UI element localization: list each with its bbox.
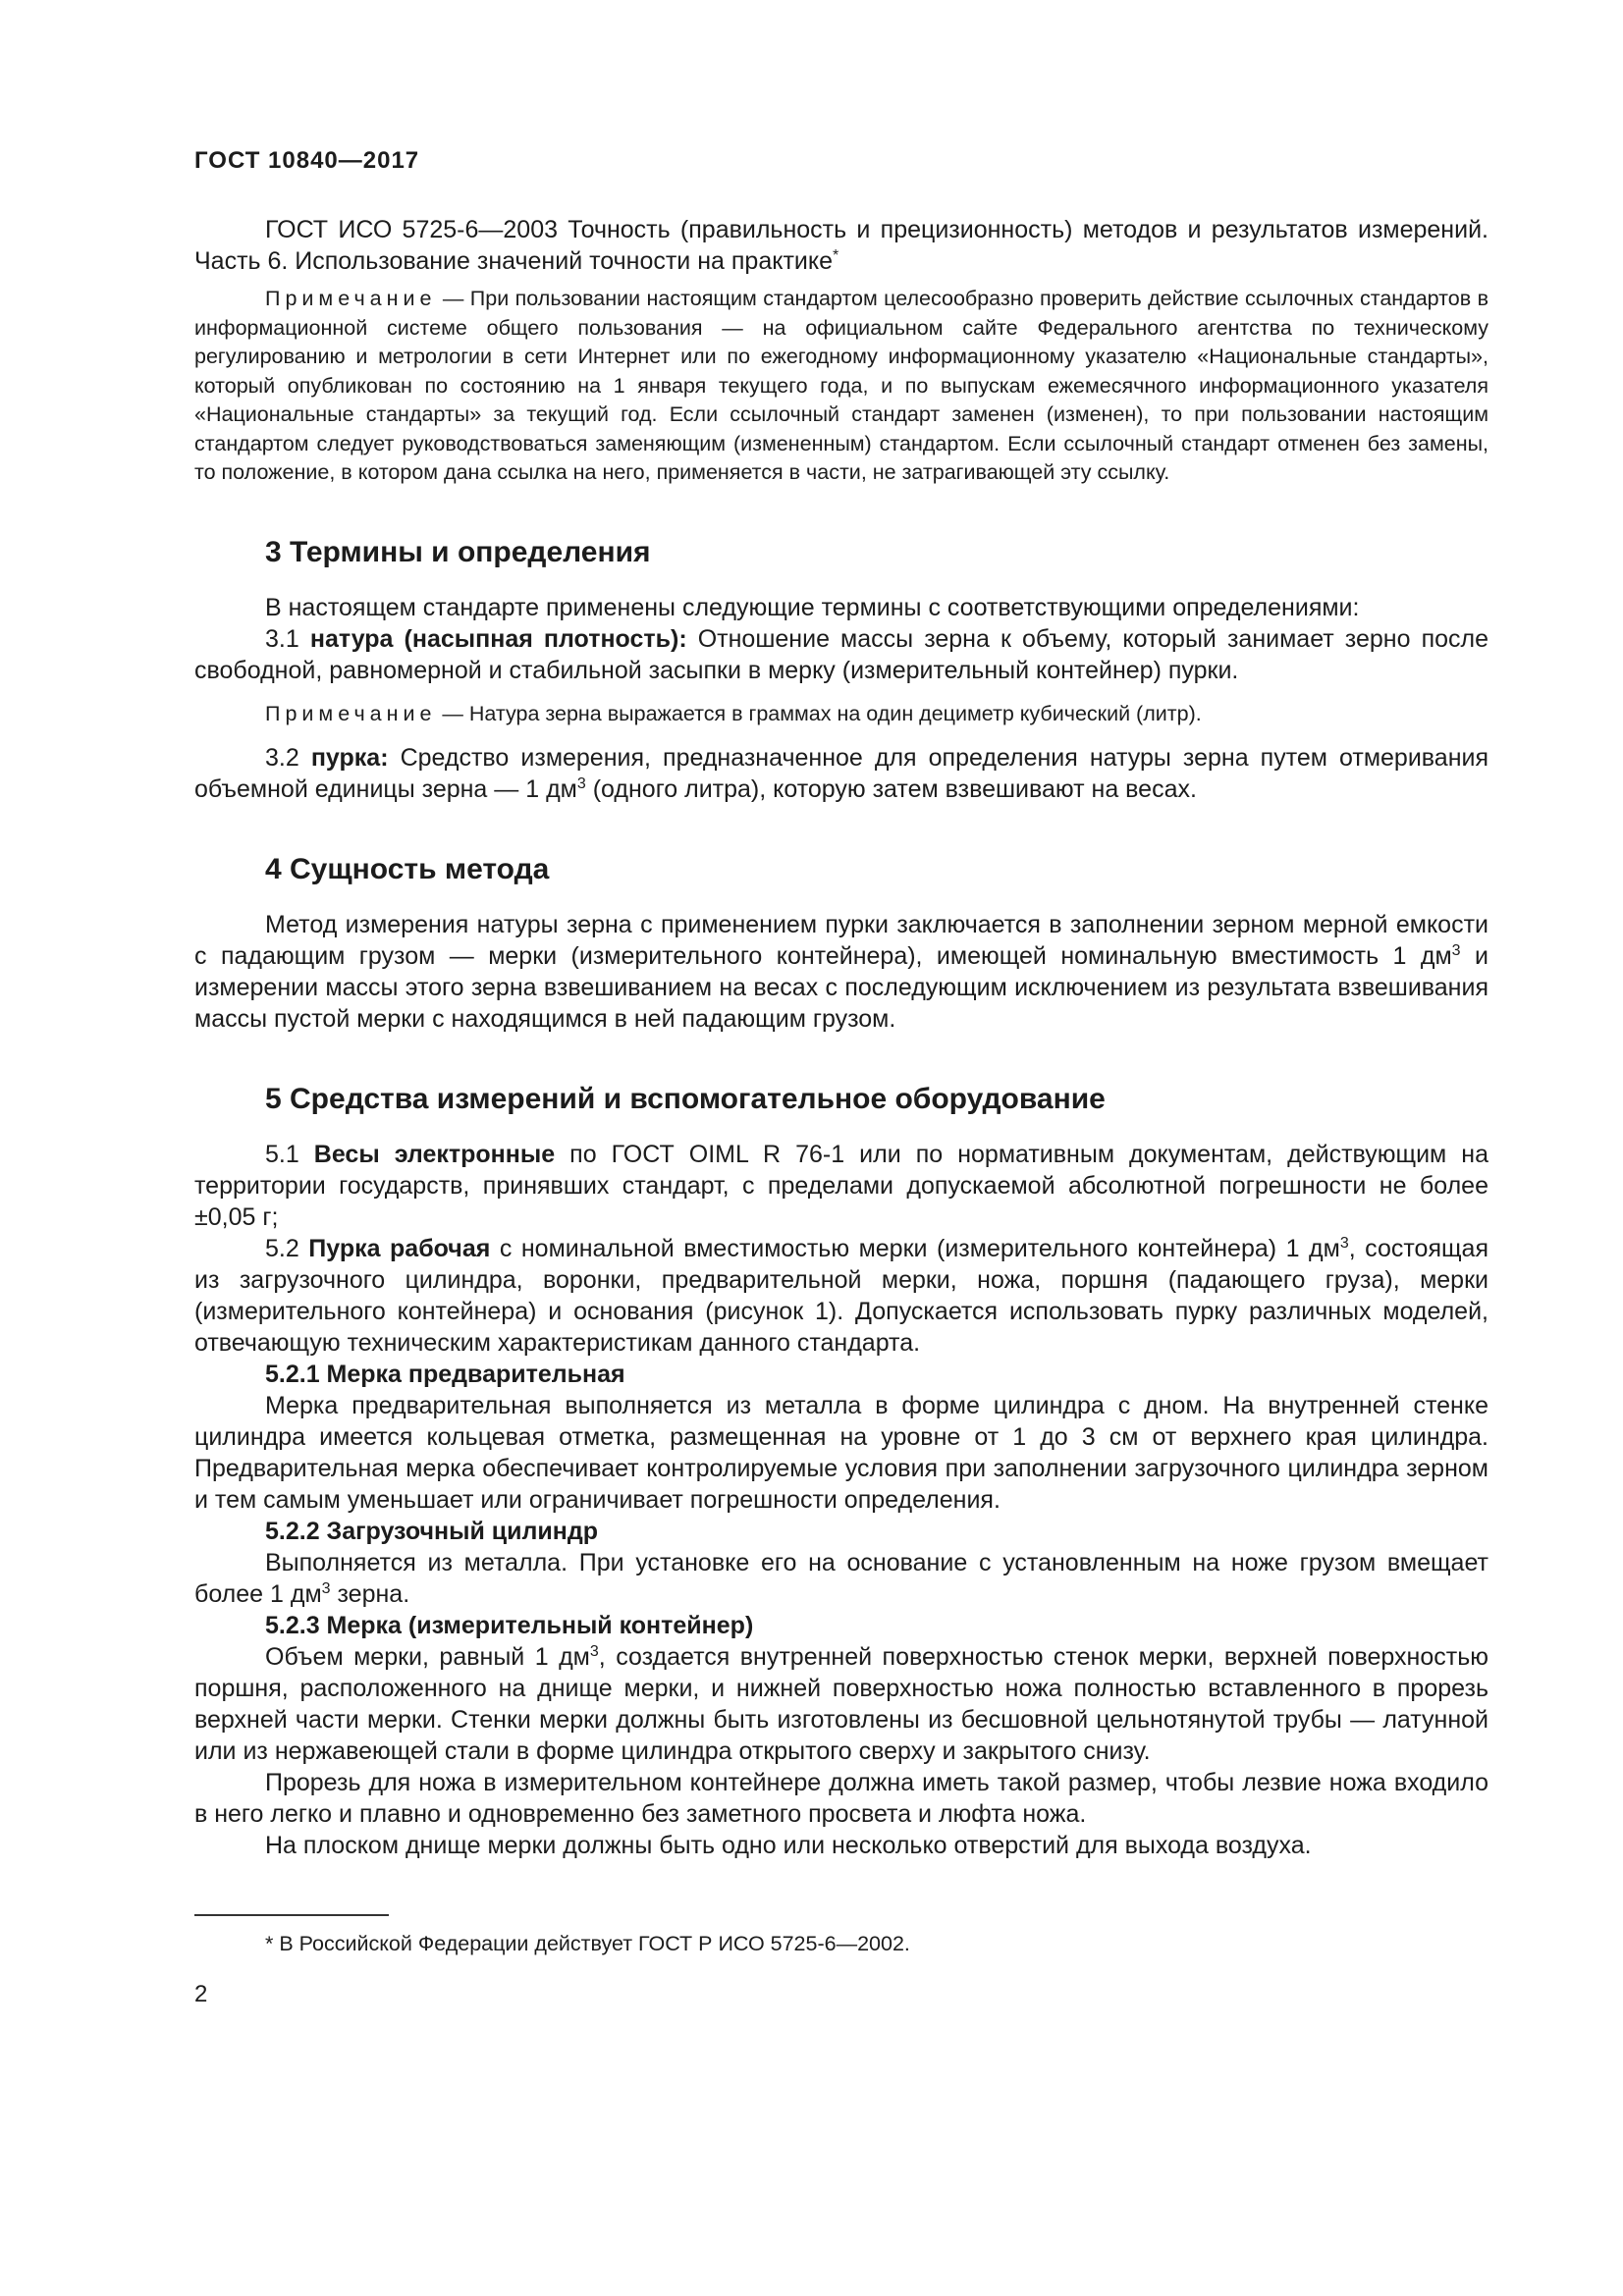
superscript: 3 [1339,1235,1349,1252]
superscript: 3 [321,1580,331,1597]
subsection-5-2-3-text [194,1641,1488,1767]
subsection-5-2-1-text: Мерка предварительная выполняется из металла в форме цилиндра с дном. На внутренней стенке цилиндра имеется кольцевая отметка, размещенная на уровне от 1 до 3 см от верхнего края цилиндра. Предварительная мерка обеспечивает контролируемые условия при заполнении загрузочного цилиндра зерном и тем самым уменьшает или ограничивает погрешности определения. [194,1392,1488,1514]
paragraph-5-1-term: Весы электронные [313,1141,556,1168]
term-3-1-definition: Отношение массы зерна к объему, который занимает зерно после свободной, равномерной и стабильной засыпки в мерку (измерительный контейнер) пурки. [194,624,1489,684]
document-code: ГОСТ 10840—2017 [194,147,420,174]
paragraph-5-1-number: 5.1 [265,1141,314,1168]
paragraph-5-2-text-b: , состоящая из загрузочного цилиндра, воронки, предварительной мерки, ножа, поршня (падающего груза), мерки (измерительного контейнера) и основания (рисунок 1). Допускается использовать пурку различных моделей, отвечающую техническим характеристикам данного стандарта. [194,1235,1488,1357]
term-3-1 [194,623,1488,686]
paragraph-5-2-number: 5.2 [265,1235,309,1262]
term-3-1-name: натура (насыпная плотность): [309,624,687,653]
section-4-title: 4 Сущность метода [265,853,550,885]
iso-reference-text: ГОСТ ИСО 5725-6—2003 Точность (правильность и прецизионность) методов и результатов измерений. Часть 6. Использование значений точности на практике [194,216,1488,275]
paragraph-5-1-text: по ГОСТ OIML R 76-1 или по нормативным документам, действующим на территории государств, принявших стандарт, с пределами допускаемой абсолютной погрешности не более ±0,05 г; [194,1141,1488,1231]
paragraph-5-2-term: Пурка рабочая [308,1235,491,1262]
term-note-text: — Натура зерна выражается в граммах на один дециметр кубический (литр). [436,701,1202,725]
term-3-1-number: 3.1 [265,624,310,653]
section-4-text-b: и измерении массы этого зерна взвешиванием на весах с последующим исключением из результата взвешивания массы пустой мерки с находящимся в ней падающим грузом. [194,942,1488,1033]
term-3-2 [194,742,1488,805]
subsection-5-2-2-text [194,1547,1488,1610]
subsection-5-2-2-text-b: зерна. [330,1580,410,1608]
note-text: — При пользовании настоящим стандартом целесообразно проверить действие ссылочных стандартов в информационной системе общего пользования — на официальном сайте Федерального агентства по техническому регулированию и метрологии в сети Интернет или по ежегодному информационному указателю «Национальные стандарты», который опубликован по состоянию на 1 января текущего года, и по выпускам ежемесячного информационного указателя «Национальные стандарты» за текущий год. Если ссылочный стандарт заменен (изменен), то при пользовании настоящим стандартом следует руководствоваться заменяющим (измененным) стандартом. Если ссылочный стандарт отменен без замены, то положение, в котором дана ссылка на него, применяется в части, не затрагивающей эту ссылку. [194,287,1488,484]
term-3-2-number: 3.2 [265,744,311,772]
document-page [194,147,1488,2008]
references-note [194,285,1488,488]
paragraph-5-2-text-a: с номинальной вместимостью мерки (измерительного контейнера) 1 дм [490,1235,1340,1262]
knife-slot-paragraph: Прорезь для ножа в измерительном контейнере должна иметь такой размер, чтобы лезвие ножа входило в него легко и плавно и одновременно без заметного просвета и люфта ножа. [194,1769,1488,1828]
footnote: * В Российской Федерации действует ГОСТ Р ИСО 5725-6—2002. [265,1932,910,1955]
subsection-5-2-2-title: 5.2.2 Загрузочный цилиндр [265,1518,599,1545]
section-4-text-a: Метод измерения натуры зерна с применением пурки заключается в заполнении зерном мерной емкости с падающим грузом — мерки (измерительного контейнера), имеющей номинальную вместимость 1 дм [194,911,1488,970]
footnote-mark: * [832,247,839,264]
term-3-2-definition-a: Средство измерения, предназначенное для определения натуры зерна путем отмеривания объемной единицы зерна — 1 дм [194,744,1489,803]
section-5-title: 5 Средства измерений и вспомогательное оборудование [265,1083,1106,1115]
subsection-5-2-1-title: 5.2.1 Мерка предварительная [265,1361,625,1388]
note-label: Примечание [265,287,437,310]
superscript: 3 [1451,942,1461,959]
term-note-label: Примечание [265,701,437,725]
subsection-5-2-2-text-a: Выполняется из металла. При установке его на основание с установленным на ноже грузом вмещает более 1 дм [194,1549,1488,1608]
subsection-5-2-3-text-b: , создается внутренней поверхностью стенок мерки, верхней поверхностью поршня, расположенного на днище мерки, и нижней поверхностью ножа полностью вставленного в прорезь верхней части мерки. Стенки мерки должны быть изготовлены из бесшовной цельнотянутой трубы — латунной или из нержавеющей стали в форме цилиндра открытого сверху и закрытого снизу. [194,1643,1488,1765]
term-3-2-name: пурка: [310,744,389,772]
subsection-5-2-3-title: 5.2.3 Мерка (измерительный контейнер) [265,1612,754,1639]
iso-reference [194,214,1488,277]
paragraph-5-1 [194,1139,1488,1233]
superscript: 3 [589,1643,599,1660]
superscript: 3 [576,775,586,792]
subsection-5-2-3-text-a: Объем мерки, равный 1 дм [265,1643,590,1671]
section-3-intro: В настоящем стандарте применены следующие термины с соответствующими определениями: [265,593,1360,621]
footnote-separator [194,1914,389,1916]
section-4-text [194,909,1488,1035]
section-3-title: 3 Термины и определения [265,535,651,568]
page-number: 2 [194,1981,208,2007]
term-note [194,700,1488,729]
paragraph-5-2 [194,1233,1488,1359]
air-holes-paragraph: На плоском днище мерки должны быть одно или несколько отверстий для выхода воздуха. [265,1832,1312,1859]
term-3-2-definition-b: (одного литра), которую затем взвешивают на весах. [585,775,1197,803]
